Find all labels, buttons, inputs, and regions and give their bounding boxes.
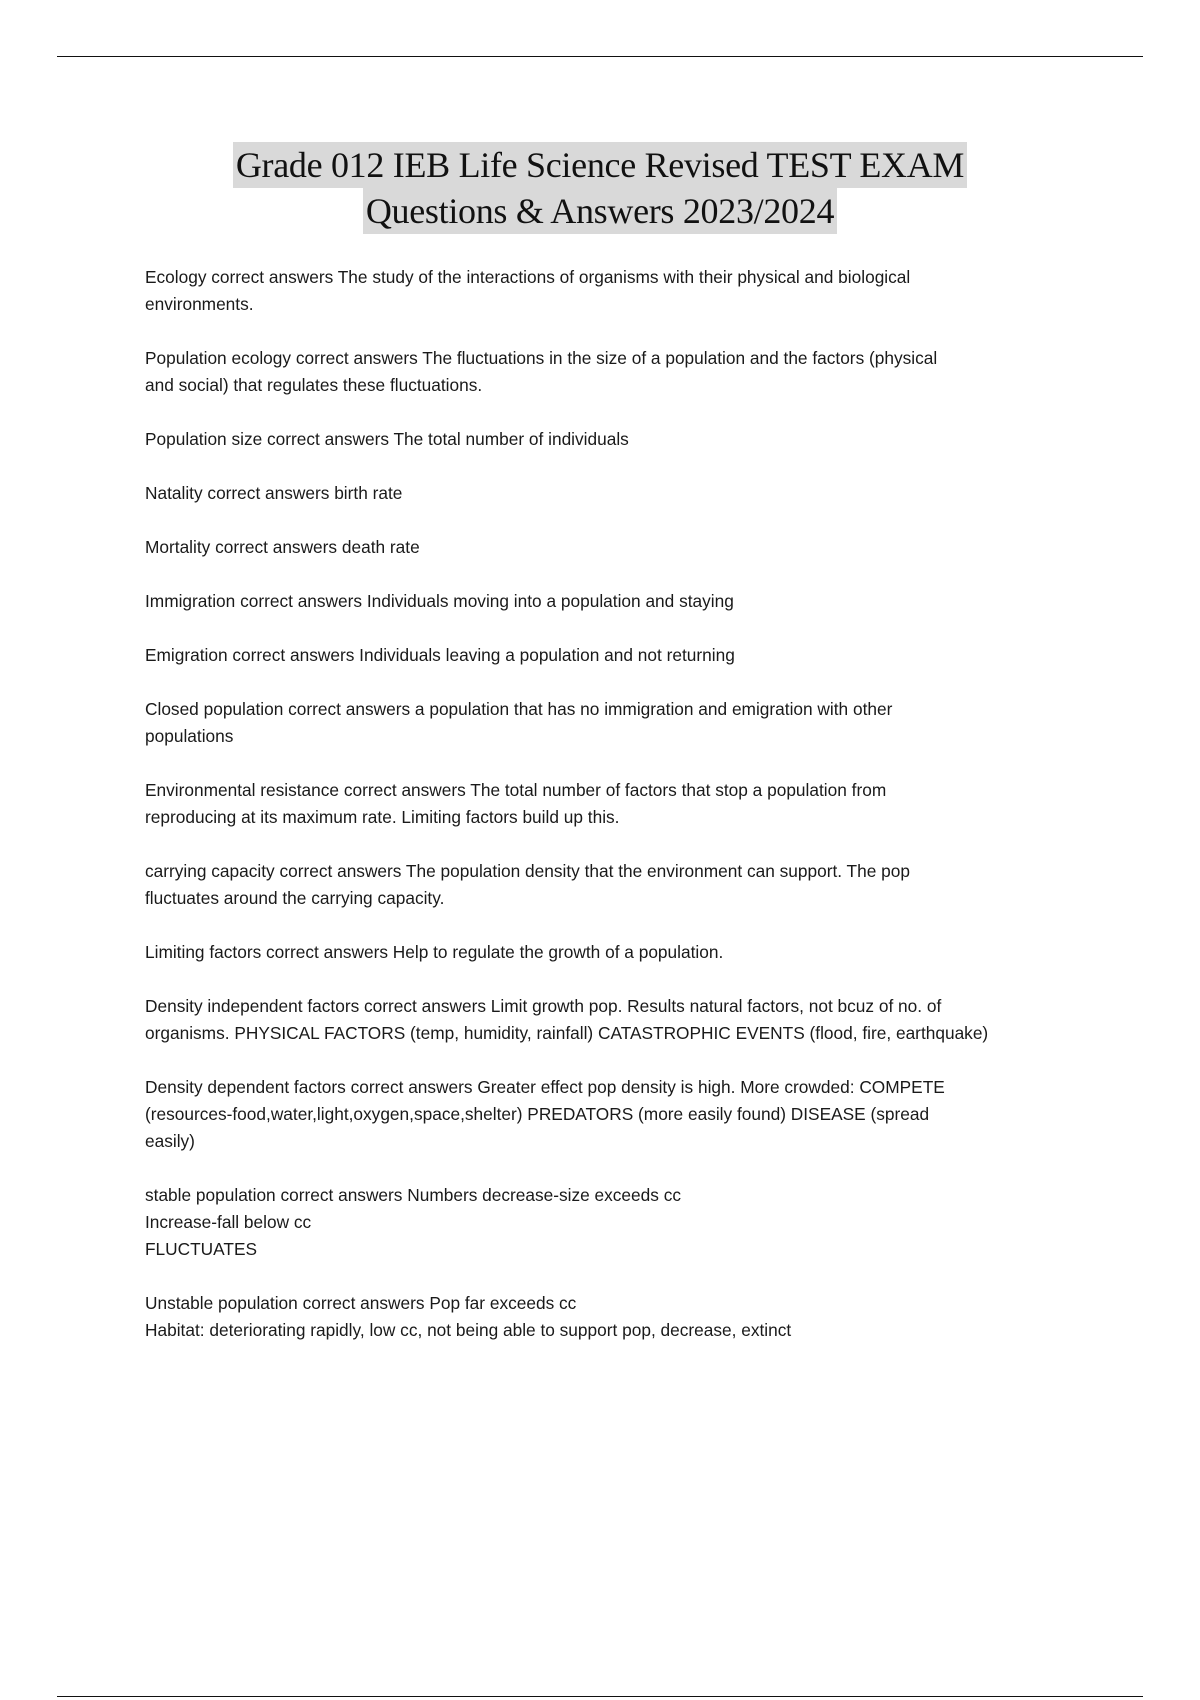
qa-entry	[145, 993, 1095, 1047]
qa-entry-line: Mortality correct answers death rate	[145, 537, 420, 557]
top-divider	[57, 56, 1143, 57]
qa-entry-line: Population ecology correct answers The fluctuations in the size of a population and the factors (physical	[145, 348, 938, 368]
qa-entry-line: and social) that regulates these fluctuations.	[145, 375, 483, 395]
qa-entry-line: Density independent factors correct answers Limit growth pop. Results natural factors, not bcuz of no. of	[145, 996, 942, 1016]
qa-entry	[145, 1290, 1095, 1344]
qa-entry-line: Increase-fall below cc	[145, 1212, 312, 1232]
qa-entry	[145, 480, 1095, 507]
qa-entry	[145, 858, 1095, 912]
qa-entry-line: Environmental resistance correct answers The total number of factors that stop a population from	[145, 780, 887, 800]
qa-entry	[145, 939, 1095, 966]
qa-entry	[145, 642, 1095, 669]
qa-entry-line: Limiting factors correct answers Help to regulate the growth of a population.	[145, 942, 724, 962]
qa-entry-line: Unstable population correct answers Pop far exceeds cc	[145, 1293, 577, 1313]
qa-entry-line: stable population correct answers Numbers decrease-size exceeds cc	[145, 1185, 681, 1205]
title-line: Grade 012 IEB Life Science Revised TEST EXAM	[233, 142, 967, 188]
qa-entry	[145, 264, 1095, 318]
qa-entry-line: Density dependent factors correct answers Greater effect pop density is high. More crowded: COMPETE	[145, 1077, 945, 1097]
title-line: Questions & Answers 2023/2024	[363, 188, 837, 234]
qa-entry	[145, 534, 1095, 561]
qa-entry-line: populations	[145, 726, 234, 746]
document-body	[145, 264, 1095, 1371]
qa-entry-line: (resources-food,water,light,oxygen,space,shelter) PREDATORS (more easily found) DISEASE (spread	[145, 1104, 930, 1124]
qa-entry-line: Population size correct answers The total number of individuals	[145, 429, 629, 449]
document-title	[0, 142, 1200, 234]
bottom-divider	[57, 1696, 1143, 1697]
qa-entry	[145, 426, 1095, 453]
qa-entry-line: organisms. PHYSICAL FACTORS (temp, humidity, rainfall) CATASTROPHIC EVENTS (flood, fire, earthquake)	[145, 1023, 989, 1043]
qa-entry-line: Emigration correct answers Individuals leaving a population and not returning	[145, 645, 735, 665]
qa-entry-line: Habitat: deteriorating rapidly, low cc, not being able to support pop, decrease, extinct	[145, 1320, 792, 1340]
qa-entry-line: FLUCTUATES	[145, 1239, 258, 1259]
qa-entry-line: carrying capacity correct answers The population density that the environment can support. The pop	[145, 861, 910, 881]
qa-entry	[145, 696, 1095, 750]
qa-entry-line: Closed population correct answers a population that has no immigration and emigration with other	[145, 699, 893, 719]
qa-entry	[145, 1074, 1095, 1155]
qa-entry-line: fluctuates around the carrying capacity.	[145, 888, 445, 908]
qa-entry-line: Ecology correct answers The study of the interactions of organisms with their physical and biological	[145, 267, 911, 287]
qa-entry	[145, 1182, 1095, 1263]
qa-entry	[145, 345, 1095, 399]
qa-entry	[145, 588, 1095, 615]
qa-entry-line: Natality correct answers birth rate	[145, 483, 403, 503]
qa-entry	[145, 777, 1095, 831]
qa-entry-line: Immigration correct answers Individuals moving into a population and staying	[145, 591, 734, 611]
qa-entry-line: environments.	[145, 294, 254, 314]
qa-entry-line: easily)	[145, 1131, 195, 1151]
qa-entry-line: reproducing at its maximum rate. Limiting factors build up this.	[145, 807, 620, 827]
